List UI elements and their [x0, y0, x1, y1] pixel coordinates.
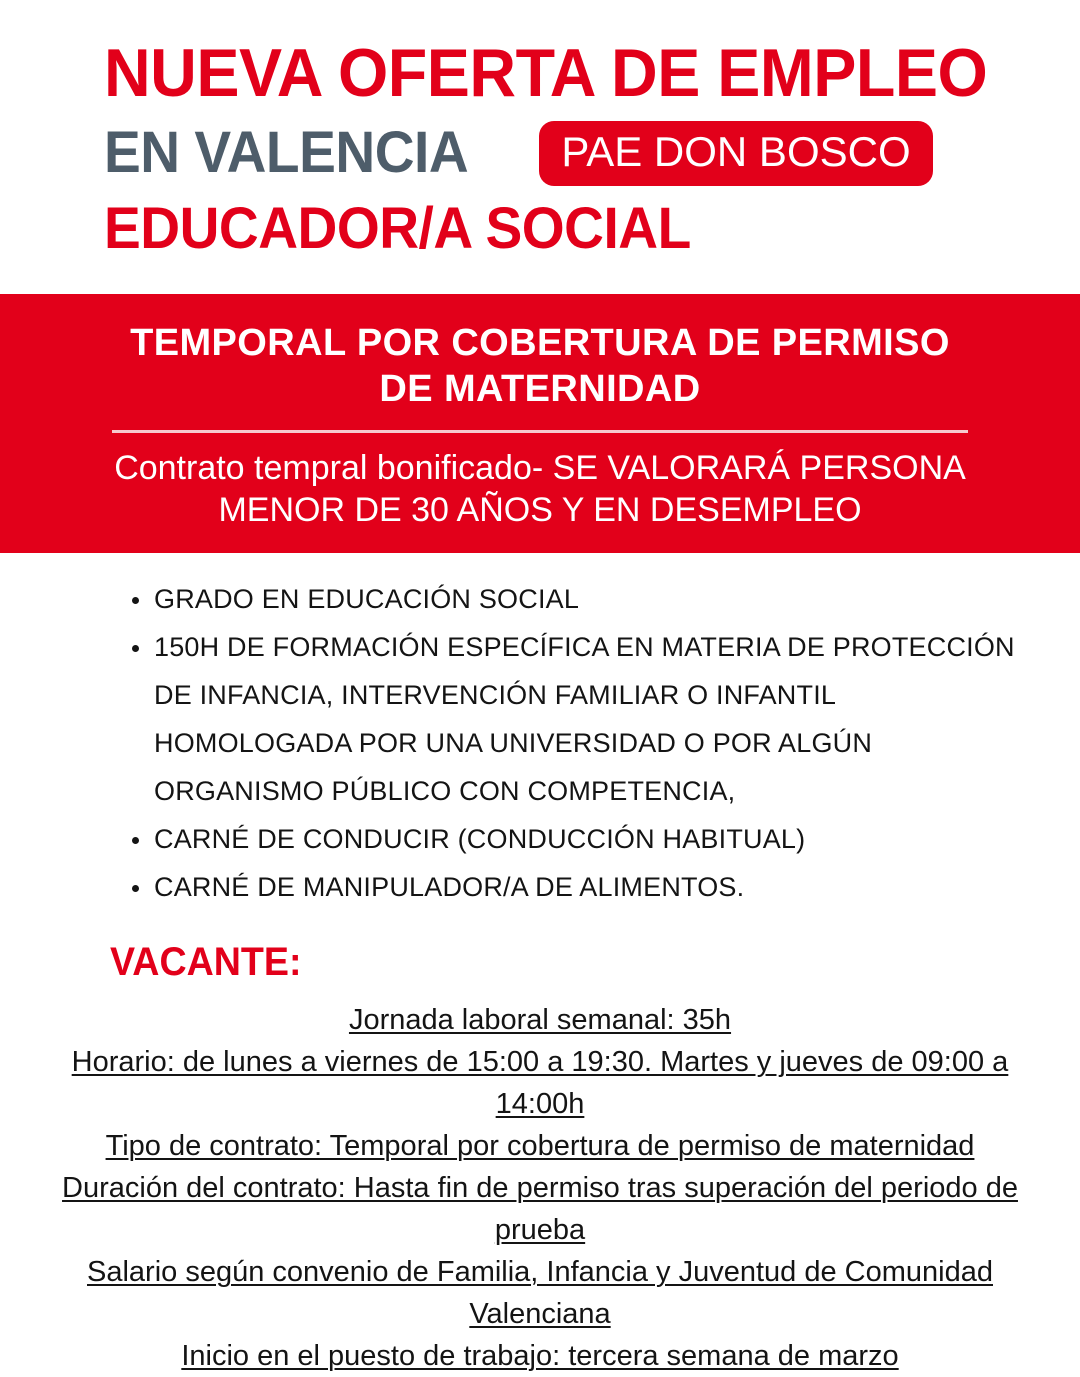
vacancy-detail-line	[40, 1041, 1040, 1125]
vacancy-detail-text: Horario: de lunes a viernes de 15:00 a 19:30. Martes y jueves de 09:00 a 14:00h	[71, 1046, 1009, 1120]
headline-location: EN VALENCIA	[104, 120, 469, 185]
vacancy-detail-line	[40, 1251, 1040, 1335]
vacancy-detail-text: Jornada laboral semanal: 35h	[348, 1004, 732, 1036]
banner-heading: TEMPORAL POR COBERTURA DE PERMISO DE MATERNIDAD	[130, 322, 950, 410]
center-name-badge: PAE DON BOSCO	[539, 121, 932, 186]
headline-location-row	[104, 120, 1080, 186]
requirements-list	[0, 575, 1080, 911]
vacancy-detail-text: Salario según convenio de Familia, Infancia y Juventud de Comunidad Valenciana	[87, 1256, 993, 1330]
vacancy-details	[40, 999, 1040, 1377]
list-item: GRADO EN EDUCACIÓN SOCIAL	[132, 575, 1034, 623]
headline-job-title: EDUCADOR/A SOCIAL	[104, 196, 691, 261]
headline-primary: NUEVA OFERTA DE EMPLEO	[104, 35, 988, 111]
list-item: 150H DE FORMACIÓN ESPECÍFICA EN MATERIA DE PROTECCIÓN DE INFANCIA, INTERVENCIÓN FAMILIAR O INFANTIL HOMOLOGADA POR UNA UNIVERSIDAD O POR ALGÚN ORGANISMO PÚBLICO CON COMPETENCIA,	[132, 623, 1034, 815]
vacancy-detail-line	[40, 1167, 1040, 1251]
vacancy-heading: VACANTE:	[110, 940, 302, 984]
vacancy-detail-text: Tipo de contrato: Temporal por cobertura de permiso de maternidad	[105, 1130, 975, 1162]
list-item: CARNÉ DE CONDUCIR (CONDUCCIÓN HABITUAL)	[132, 815, 1034, 863]
vacancy-detail-line	[40, 999, 1040, 1041]
vacancy-detail-text: Inicio en el puesto de trabajo: tercera semana de marzo	[181, 1340, 899, 1372]
list-item: CARNÉ DE MANIPULADOR/A DE ALIMENTOS.	[132, 863, 1034, 911]
poster-header	[0, 0, 1080, 262]
vacancy-detail-text: Duración del contrato: Hasta fin de permiso tras superación del periodo de prueba	[62, 1172, 1018, 1246]
vacancy-detail-line	[40, 1125, 1040, 1167]
banner-divider	[112, 430, 968, 433]
vacancy-detail-line	[40, 1335, 1040, 1377]
banner-subtext: Contrato tempral bonificado- SE VALORARÁ PERSONA MENOR DE 30 AÑOS Y EN DESEMPLEO	[114, 449, 966, 529]
contract-banner	[0, 294, 1080, 553]
